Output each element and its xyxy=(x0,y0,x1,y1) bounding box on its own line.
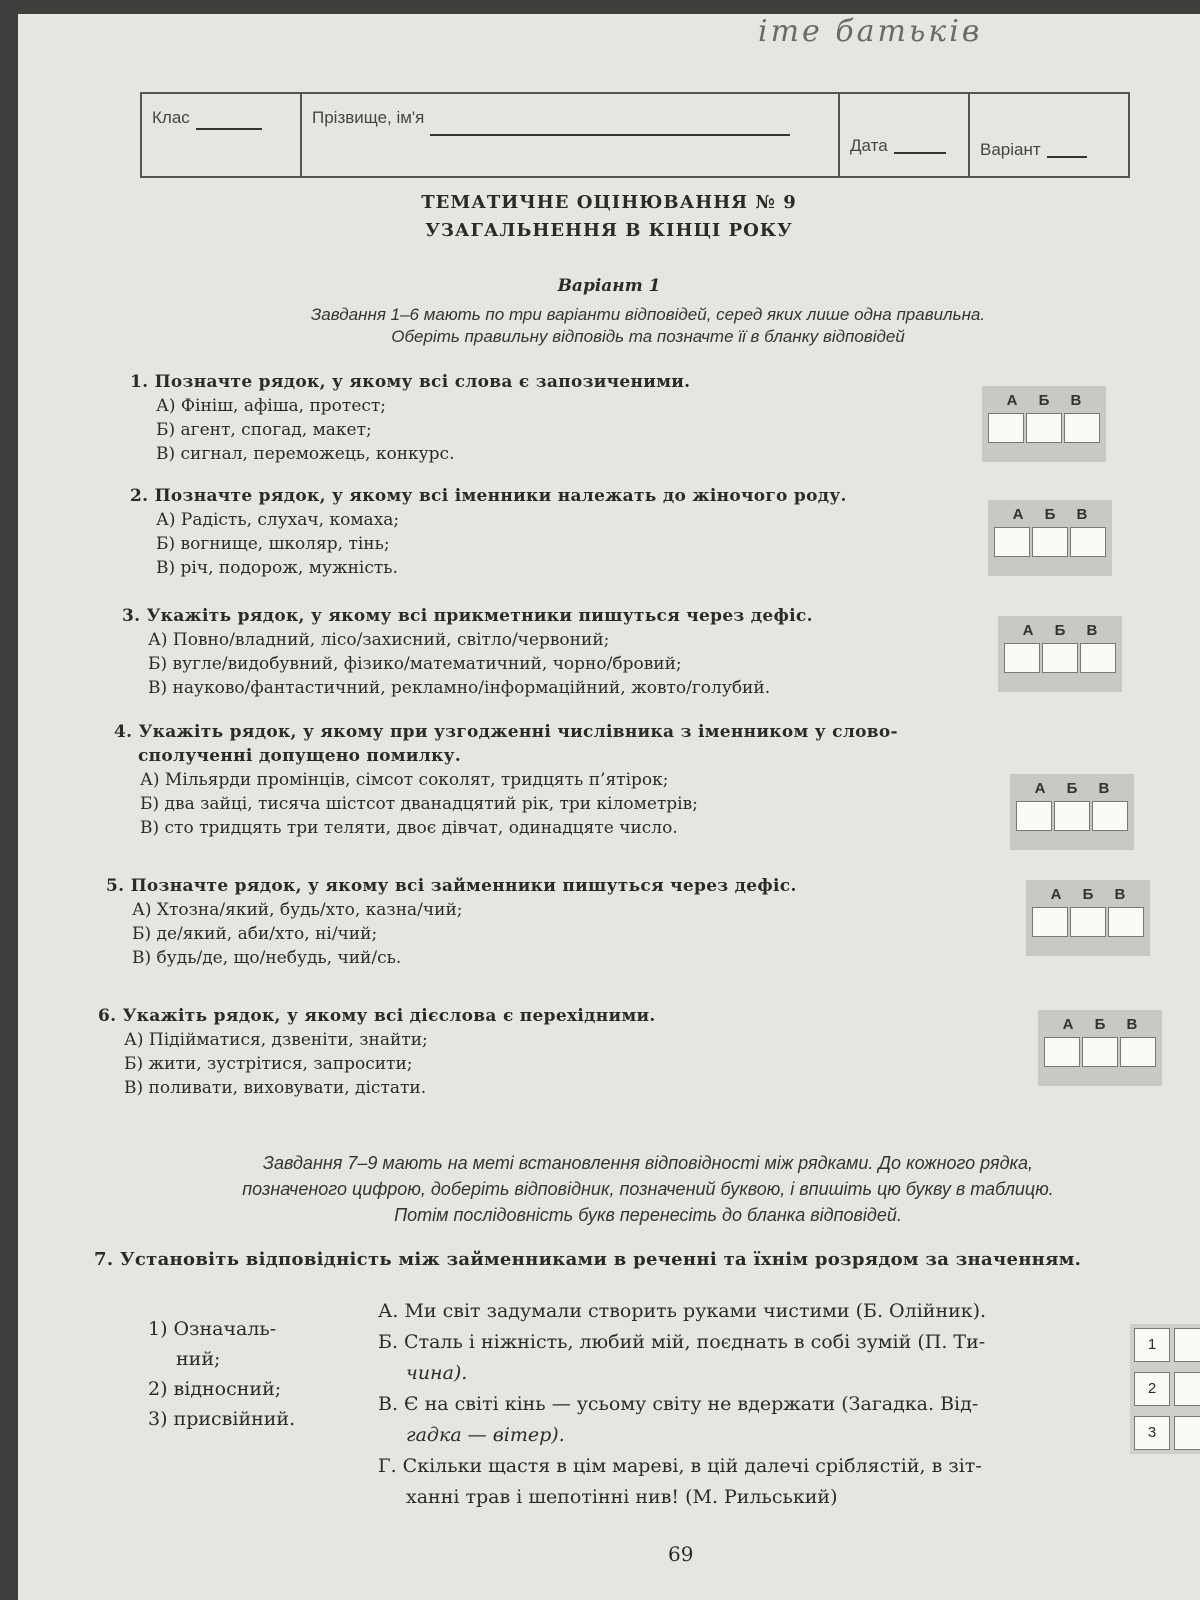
answer-checkbox-b[interactable] xyxy=(1070,907,1106,937)
answer-box-3 xyxy=(998,616,1122,692)
answer-checkbox-a[interactable] xyxy=(1044,1037,1080,1067)
q7-answer-table xyxy=(1130,1324,1200,1454)
question-text: 4. Укажіть рядок, у якому при узгодженні числівника з іменником у слово- xyxy=(114,722,898,742)
question-6 xyxy=(98,1004,656,1100)
answer-checkbox-a[interactable] xyxy=(1004,643,1040,673)
option-b: Б) вогнище, школяр, тінь; xyxy=(156,534,390,554)
answer-checkbox-b[interactable] xyxy=(1082,1037,1118,1067)
question-text: 3. Укажіть рядок, у якому всі прикметники пишуться через дефіс. xyxy=(122,606,813,626)
option-c: В) річ, подорож, мужність. xyxy=(156,558,398,578)
page-number: 69 xyxy=(668,1542,694,1566)
letter-a: А xyxy=(1034,780,1046,797)
question-1 xyxy=(130,370,690,466)
letter-a: А xyxy=(1062,1016,1074,1033)
answer-checkbox-a[interactable] xyxy=(1032,907,1068,937)
option-a: А) Мільярди промінців, сімсот соколят, тридцять п’ятірок; xyxy=(140,770,669,790)
q7-sentences xyxy=(378,1296,1098,1513)
option-c: В) поливати, виховувати, дістати. xyxy=(124,1078,427,1098)
option-a: А) Хтозна/який, будь/хто, казна/чий; xyxy=(132,900,463,920)
option-b: Б) агент, спогад, макет; xyxy=(156,420,372,440)
question-4 xyxy=(114,720,898,840)
answer-checkbox-b[interactable] xyxy=(1026,413,1062,443)
q7-sentence: А. Ми світ задумали створить руками чистими (Б. Олійник). xyxy=(378,1300,987,1322)
student-info-table xyxy=(140,92,1130,178)
name-label: Прізвище, ім'я xyxy=(312,108,425,127)
handwritten-note: іте батьків xyxy=(758,14,983,49)
date-label: Дата xyxy=(850,136,888,155)
q7-sentence: В. Є на світі кінь — усьому світу не вдержати (Загадка. Від- xyxy=(378,1393,979,1415)
option-c: В) науково/фантастичний, рекламно/інформаційний, жовто/голубий. xyxy=(148,678,771,698)
q7-sentence: Б. Сталь і ніжність, любий мій, поєднать в собі зумій (П. Ти- xyxy=(378,1331,986,1353)
q7-sentence: Г. Скільки щастя в цім мареві, в цій далечі сріблястій, в зіт- xyxy=(378,1455,982,1477)
instructions-line: позначеного цифрою, доберіть відповідник, позначений буквою, і впишіть цю букву в таблицю. xyxy=(242,1179,1054,1199)
q7-answer-cell-1[interactable] xyxy=(1174,1328,1200,1362)
q7-category: 1) Означаль- xyxy=(148,1318,277,1340)
letter-b: Б xyxy=(1066,780,1078,797)
question-text: 5. Позначте рядок, у якому всі займенники пишуться через дефіс. xyxy=(106,876,797,896)
letter-b: Б xyxy=(1094,1016,1106,1033)
q7-sentence-cont: чина). xyxy=(406,1362,468,1384)
q7-category-cont: ний; xyxy=(176,1348,221,1370)
assessment-subtitle: УЗАГАЛЬНЕННЯ В КІНЦІ РОКУ xyxy=(425,220,793,241)
q7-answer-cell-2[interactable] xyxy=(1174,1372,1200,1406)
answer-letters xyxy=(982,386,1106,409)
answer-checkbox-a[interactable] xyxy=(988,413,1024,443)
q7-answer-cell-3[interactable] xyxy=(1174,1416,1200,1450)
letter-b: Б xyxy=(1054,622,1066,639)
answer-checkbox-a[interactable] xyxy=(994,527,1030,557)
question-text-cont: сполученні допущено помилку. xyxy=(138,746,462,766)
question-5 xyxy=(106,874,797,970)
option-a: А) Повно/владний, лісо/захисний, світло/червоний; xyxy=(148,630,610,650)
date-cell xyxy=(840,94,970,176)
letter-c: В xyxy=(1086,622,1098,639)
answer-checkbox-b[interactable] xyxy=(1032,527,1068,557)
class-blank[interactable] xyxy=(196,112,262,130)
option-a: А) Підійматися, дзвеніти, знайти; xyxy=(124,1030,428,1050)
answer-checkbox-c[interactable] xyxy=(1064,413,1100,443)
answer-checkbox-a[interactable] xyxy=(1016,801,1052,831)
question-2 xyxy=(130,484,847,580)
letter-a: А xyxy=(1050,886,1062,903)
variant-heading: Варіант 1 xyxy=(557,276,661,296)
instructions-7-9 xyxy=(118,1150,1178,1228)
answer-checkbox-c[interactable] xyxy=(1120,1037,1156,1067)
letter-c: В xyxy=(1114,886,1126,903)
option-c: В) будь/де, що/небудь, чий/сь. xyxy=(132,948,402,968)
class-cell xyxy=(142,94,302,176)
answer-box-2 xyxy=(988,500,1112,576)
letter-c: В xyxy=(1098,780,1110,797)
option-a: А) Фініш, афіша, протест; xyxy=(156,396,387,416)
answer-checkbox-c[interactable] xyxy=(1108,907,1144,937)
option-c: В) сто тридцять три теляти, двоє дівчат, одинадцяте число. xyxy=(140,818,678,838)
q7-number-2: 2 xyxy=(1134,1372,1170,1406)
letter-c: В xyxy=(1126,1016,1138,1033)
q7-sentence-cont: ханні трав і шепотінні нив! (М. Рильський) xyxy=(406,1486,838,1508)
letter-c: В xyxy=(1076,506,1088,523)
assessment-title: ТЕМАТИЧНЕ ОЦІНЮВАННЯ № 9 xyxy=(421,192,797,213)
option-a: А) Радість, слухач, комаха; xyxy=(156,510,400,530)
question-text: 6. Укажіть рядок, у якому всі дієслова є перехідними. xyxy=(98,1006,656,1026)
worksheet-page xyxy=(18,14,1200,1600)
question-3 xyxy=(122,604,813,700)
letter-a: А xyxy=(1006,392,1018,409)
q7-number-1: 1 xyxy=(1134,1328,1170,1362)
option-b: Б) жити, зустрітися, запросити; xyxy=(124,1054,413,1074)
variant-cell xyxy=(970,94,1128,176)
answer-box-1 xyxy=(982,386,1106,462)
class-label: Клас xyxy=(152,108,190,127)
q7-number-3: 3 xyxy=(1134,1416,1170,1450)
variant-label: Варіант xyxy=(980,140,1041,159)
letter-a: А xyxy=(1012,506,1024,523)
question-text: 1. Позначте рядок, у якому всі слова є запозиченими. xyxy=(130,372,691,392)
answer-checkbox-b[interactable] xyxy=(1054,801,1090,831)
option-c: В) сигнал, переможець, конкурс. xyxy=(156,444,455,464)
answer-box-5 xyxy=(1026,880,1150,956)
option-b: Б) де/який, аби/хто, ні/чий; xyxy=(132,924,378,944)
answer-checkbox-c[interactable] xyxy=(1080,643,1116,673)
question-7 xyxy=(94,1248,1081,1272)
instructions-line: Оберіть правильну відповідь та позначте її в бланку відповідей xyxy=(391,327,905,346)
question-text: 2. Позначте рядок, у якому всі іменники належать до жіночого роду. xyxy=(130,486,847,506)
instructions-line: Завдання 1–6 мають по три варіанти відповідей, серед яких лише одна правильна. xyxy=(310,305,986,324)
q7-categories xyxy=(148,1314,295,1434)
question-text: 7. Установіть відповідність між займенниками в реченні та їхнім розрядом за значенням. xyxy=(94,1249,1082,1270)
letter-b: Б xyxy=(1044,506,1056,523)
answer-checkbox-c[interactable] xyxy=(1070,527,1106,557)
letter-b: Б xyxy=(1038,392,1050,409)
name-cell xyxy=(302,94,840,176)
date-blank[interactable] xyxy=(894,136,946,154)
letter-c: В xyxy=(1070,392,1082,409)
name-blank[interactable] xyxy=(430,118,790,136)
option-b: Б) два зайці, тисяча шістсот дванадцятий рік, три кілометрів; xyxy=(140,794,698,814)
option-b: Б) вугле/видобувний, фізико/математичний, чорно/бровий; xyxy=(148,654,682,674)
q7-category: 2) відносний; xyxy=(148,1378,282,1400)
instructions-line: Потім послідовність букв перенесіть до бланка відповідей. xyxy=(394,1205,902,1225)
instructions-line: Завдання 7–9 мають на меті встановлення відповідності між рядками. До кожного рядка, xyxy=(262,1153,1034,1173)
answer-checkbox-b[interactable] xyxy=(1042,643,1078,673)
answer-box-6 xyxy=(1038,1010,1162,1086)
variant-blank[interactable] xyxy=(1047,140,1087,158)
answer-box-4 xyxy=(1010,774,1134,850)
q7-sentence-cont: гадка — вітер). xyxy=(406,1424,565,1446)
letter-a: А xyxy=(1022,622,1034,639)
instructions-1-6 xyxy=(168,304,1128,348)
answer-checkbox-c[interactable] xyxy=(1092,801,1128,831)
q7-category: 3) присвійний. xyxy=(148,1408,296,1430)
letter-b: Б xyxy=(1082,886,1094,903)
